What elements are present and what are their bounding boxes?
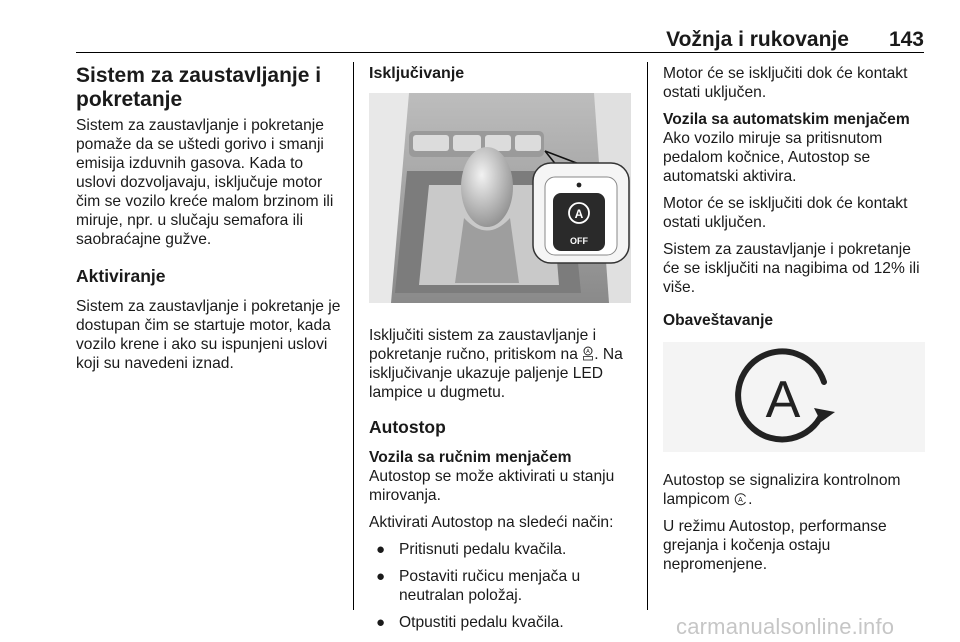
autostop-heading: Autostop	[369, 417, 446, 437]
signal-paragraph: Autostop se signalizira kontrolnom lampicom A .	[663, 472, 901, 508]
notice-heading: Obaveštavanje	[663, 312, 774, 329]
console-button-photo	[369, 93, 631, 303]
column-2	[369, 64, 637, 640]
activation-paragraph: Sistem za zaustavljanje i pokretanje je dostupan čim se startuje motor, kada vozilo krene i ako su ispunjeni uslovi koji su navedeni iznad.	[76, 298, 341, 372]
steps-list	[369, 540, 637, 632]
autostop-lamp-icon	[734, 492, 748, 506]
manual-transmission-heading: Vozila sa ručnim menjačem	[369, 449, 572, 466]
automatic-paragraph: Ako vozilo miruje sa pritisnutom pedalom kočnice, Autostop se automatski aktivira.	[663, 130, 883, 185]
deactivation-heading: Isključivanje	[369, 65, 465, 82]
deactivation-paragraph: Isključiti sistem za zaustavljanje i pokretanje ručno, pritiskom na A . Na isključivanje ukazuje paljenje LED lampice u dugmetu.	[369, 327, 623, 401]
running-title: Vožnja i rukovanje	[666, 28, 849, 51]
header-rule	[76, 52, 924, 53]
manual-paragraph: Autostop se može aktivirati u stanju mirovanja.	[369, 468, 615, 504]
bullet-icon: ●	[376, 541, 386, 558]
column-divider-1	[353, 62, 354, 610]
autostop-off-button-icon	[582, 346, 594, 361]
automatic-transmission-heading: Vozila sa automatskim menjačem	[663, 111, 910, 128]
svg-text:OFF: OFF	[570, 236, 588, 246]
performance-paragraph: U režimu Autostop, performanse grejanja i kočenja ostaju nepromenjene.	[663, 518, 887, 573]
column-1	[76, 64, 344, 381]
svg-text:A: A	[574, 207, 584, 221]
page-header	[76, 28, 924, 50]
engine-off-paragraph: Motor će se isključiti dok će kontakt ostati uključen.	[663, 65, 908, 101]
activation-heading: Aktiviranje	[76, 266, 166, 286]
bullet-icon: ●	[376, 614, 386, 631]
page-number: 143	[888, 28, 924, 51]
engine-off-paragraph-2: Motor će se isključiti dok će kontakt ostati uključen.	[663, 195, 908, 231]
list-item: ● Pritisnuti pedalu kvačila.	[376, 541, 567, 558]
slope-paragraph: Sistem za zaustavljanje i pokretanje će se isključiti na nagibima od 12% ili više.	[663, 241, 920, 296]
activate-paragraph: Aktivirati Autostop na sledeći način:	[369, 514, 614, 531]
list-item: ● Otpustiti pedalu kvačila.	[376, 614, 564, 631]
list-item: ● Postaviti ručicu menjača u neutralan položaj.	[376, 568, 581, 604]
svg-text:A: A	[586, 349, 591, 356]
svg-text:A: A	[765, 371, 801, 429]
intro-paragraph: Sistem za zaustavljanje i pokretanje pomaže da se uštedi gorivo i smanji emisija izduvnih gasova. Kada to uslovi dozvoljavaju, isključuje motor čim se vozilo kreće malom brzinom ili miruje, npr. u slučaju semafora ili saobraćajne gužve.	[76, 117, 334, 248]
section-title: Sistem za zaustavljanje i pokretanje	[76, 64, 322, 111]
column-divider-2	[647, 62, 648, 610]
autostop-warning-lamp-illustration	[663, 342, 925, 452]
bullet-icon: ●	[376, 568, 386, 585]
column-3	[663, 64, 927, 582]
watermark-text: carmanualsonline.info	[676, 614, 895, 639]
svg-text:A: A	[738, 497, 743, 504]
